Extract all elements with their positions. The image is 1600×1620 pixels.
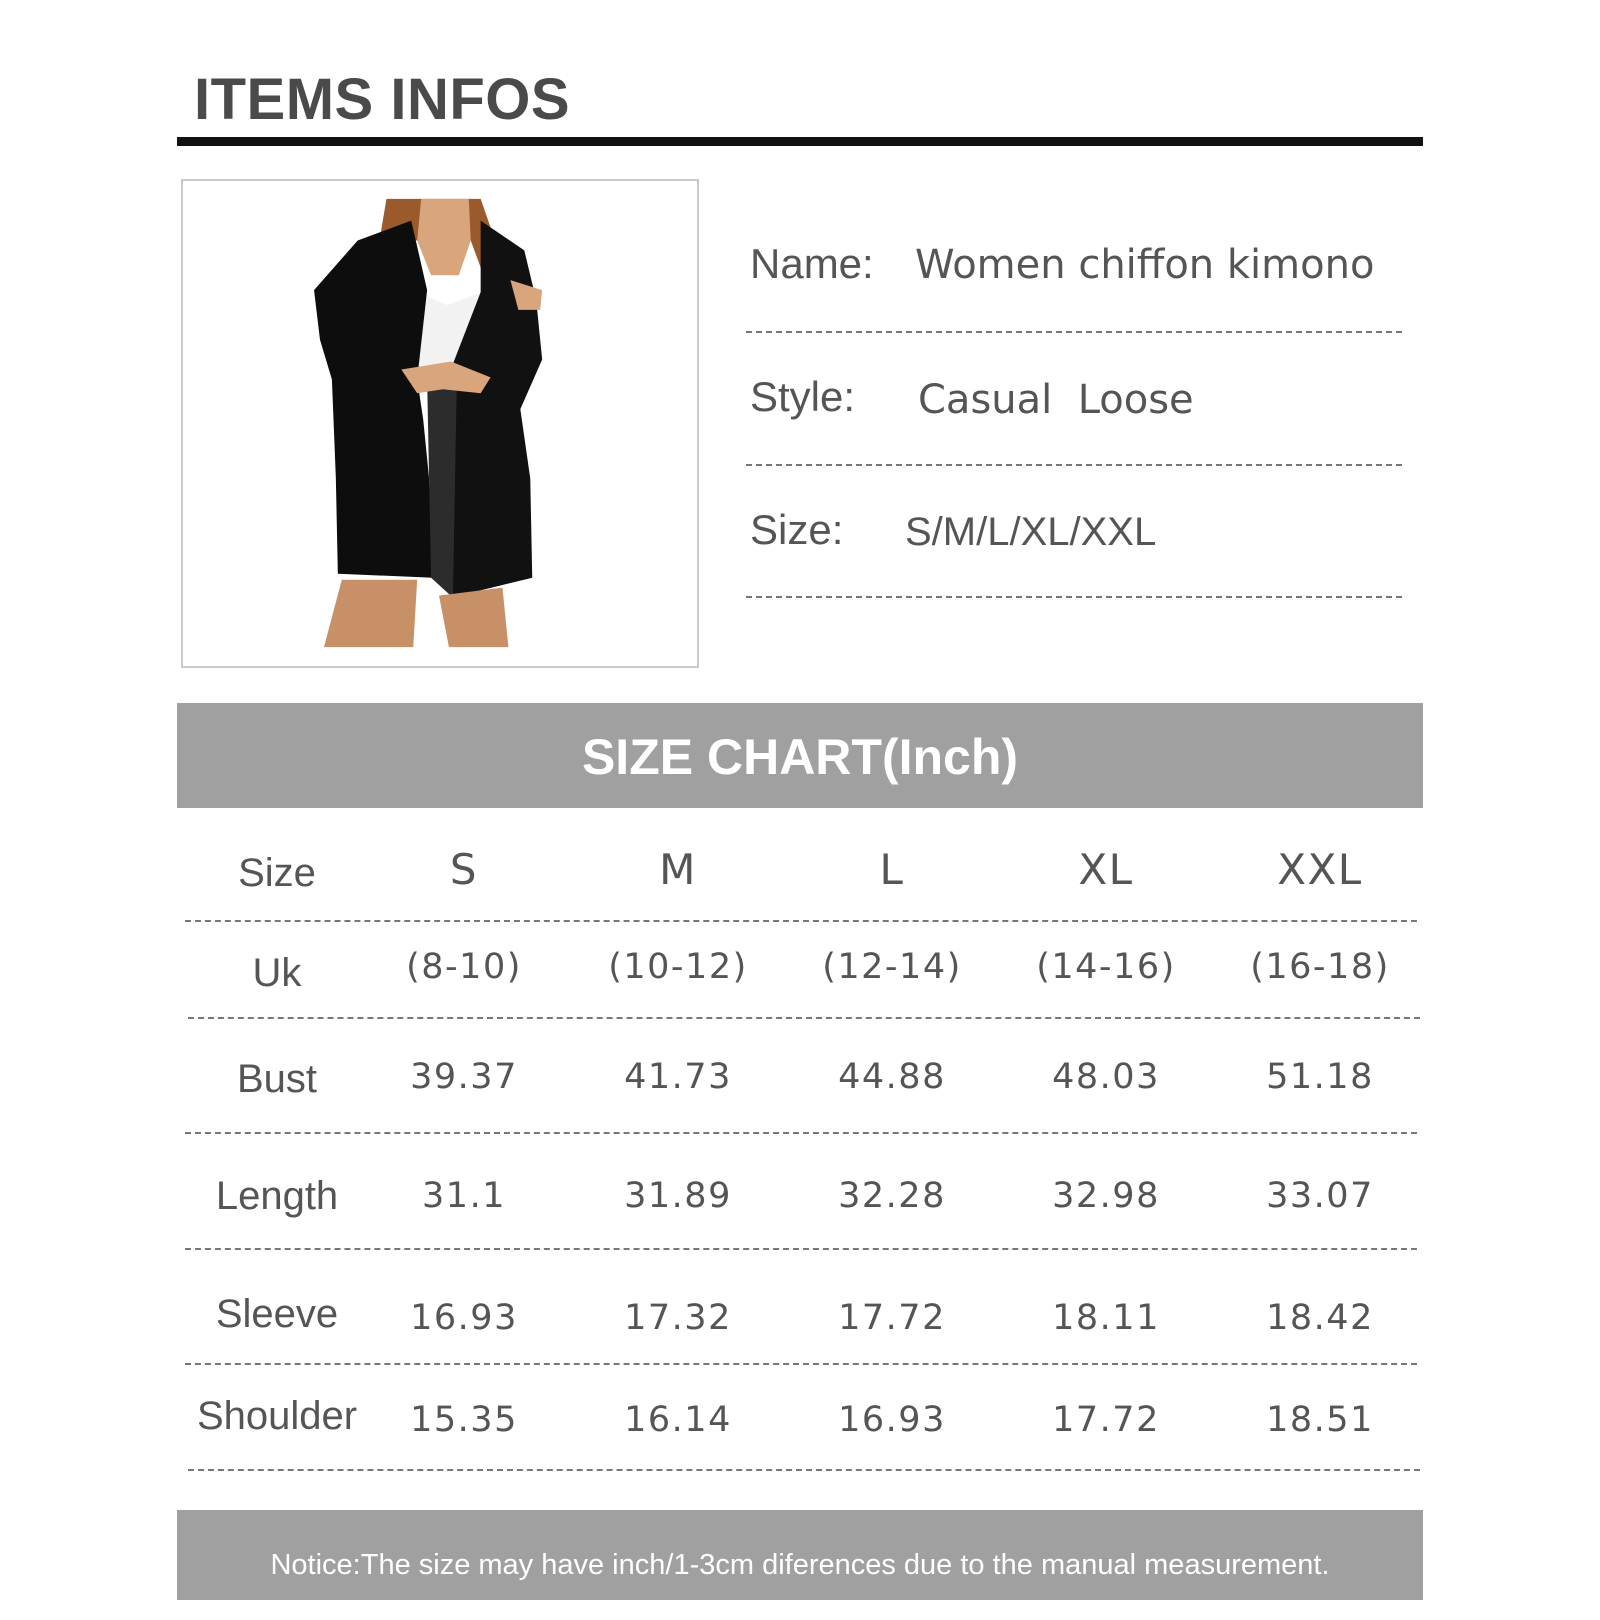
uk-xxl: (16-18) (1250, 947, 1390, 987)
length-s: 31.1 (422, 1176, 506, 1216)
size-label: Size: (750, 506, 844, 553)
uk-m: (10-12) (608, 947, 748, 987)
bust-m: 41.73 (624, 1057, 732, 1097)
length-m: 31.89 (624, 1176, 732, 1216)
shoulder-xl: 17.72 (1052, 1400, 1160, 1440)
col-header-m: M (659, 845, 697, 894)
title-divider (177, 137, 1423, 146)
bust-l: 44.88 (838, 1057, 946, 1097)
items-infos-title: ITEMS INFOS (194, 67, 571, 132)
product-style-row (750, 373, 1406, 433)
shoulder-l: 16.93 (838, 1400, 946, 1440)
table-row-bust (177, 1053, 1423, 1113)
row-head-bust: Bust (236, 1057, 318, 1101)
col-header-xl: XL (1078, 845, 1134, 894)
table-divider (188, 1469, 1420, 1471)
row-head-uk: Uk (252, 951, 302, 995)
table-divider (185, 920, 1417, 922)
table-divider (185, 1363, 1417, 1365)
col-header-l: L (879, 845, 905, 894)
size-divider (746, 596, 1402, 598)
table-row-shoulder (177, 1392, 1423, 1452)
shoulder-xxl: 18.51 (1266, 1400, 1374, 1440)
table-row-size (177, 845, 1423, 905)
bust-xl: 48.03 (1052, 1057, 1160, 1097)
table-row-uk (177, 945, 1423, 1005)
table-divider (188, 1017, 1420, 1019)
sleeve-xl: 18.11 (1052, 1298, 1160, 1338)
style-divider (746, 464, 1402, 466)
length-xl: 32.98 (1052, 1176, 1160, 1216)
sleeve-l: 17.72 (838, 1298, 946, 1338)
row-head-shoulder: Shoulder (196, 1394, 358, 1438)
model-wearing-black-kimono-photo (183, 181, 697, 666)
size-value: S/M/L/XL/XXL (905, 510, 1157, 554)
length-xxl: 33.07 (1266, 1176, 1374, 1216)
shoulder-m: 16.14 (624, 1400, 732, 1440)
row-head-length: Length (215, 1174, 339, 1218)
bust-xxl: 51.18 (1266, 1057, 1374, 1097)
table-row-sleeve (177, 1290, 1423, 1350)
product-name-row (750, 240, 1406, 300)
uk-l: (12-14) (822, 947, 962, 987)
bust-s: 39.37 (410, 1057, 518, 1097)
name-value: Women chiffon kimono (915, 242, 1375, 288)
uk-xl: (14-16) (1036, 947, 1176, 987)
table-row-length (177, 1172, 1423, 1232)
table-divider (185, 1132, 1417, 1134)
style-value: Casual Loose (918, 377, 1194, 423)
uk-s: (8-10) (406, 947, 522, 987)
name-label: Name: (750, 240, 874, 287)
sleeve-s: 16.93 (410, 1298, 518, 1338)
length-l: 32.28 (838, 1176, 946, 1216)
sleeve-m: 17.32 (624, 1298, 732, 1338)
col-header-xxl: XXL (1277, 845, 1363, 894)
notice-banner: Notice:The size may have inch/1-3cm diferences due to the manual measurement. (177, 1510, 1423, 1600)
shoulder-s: 15.35 (410, 1400, 518, 1440)
table-divider (185, 1248, 1417, 1250)
sleeve-xxl: 18.42 (1266, 1298, 1374, 1338)
style-label: Style: (750, 373, 856, 420)
col-header-s: S (449, 845, 479, 894)
product-size-row (750, 506, 1406, 566)
row-head-size: Size (238, 851, 316, 895)
product-photo-frame (181, 179, 699, 668)
row-head-sleeve: Sleeve (215, 1292, 339, 1336)
name-divider (746, 331, 1402, 333)
size-chart-banner: SIZE CHART(Inch) (177, 703, 1423, 808)
